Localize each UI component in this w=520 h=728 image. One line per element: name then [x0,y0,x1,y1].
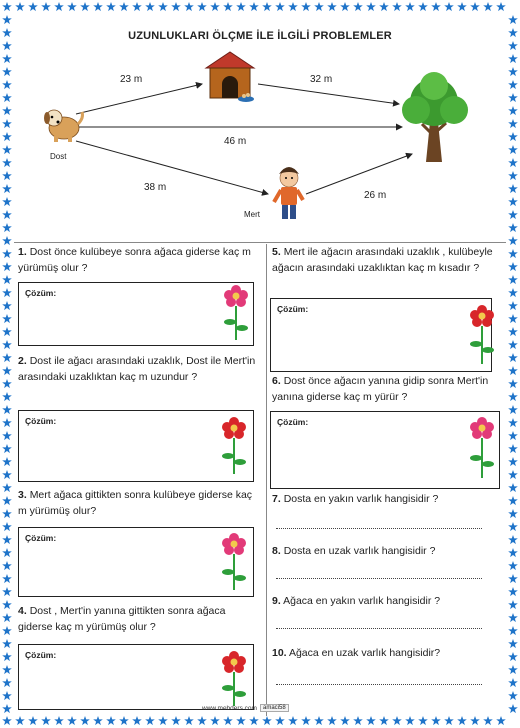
star-icon [54,2,64,11]
column-divider [266,244,267,716]
star-icon [508,93,518,102]
star-icon [158,716,168,725]
star-icon [508,236,518,245]
star-icon [508,301,518,310]
star-icon [508,444,518,453]
star-icon [249,2,259,11]
star-icon [2,223,12,232]
star-icon [431,2,441,11]
star-icon [2,2,12,11]
star-icon [54,716,64,725]
star-icon [508,665,518,674]
star-icon [470,2,480,11]
star-icon [2,639,12,648]
answer-box-5[interactable] [270,298,492,372]
star-icon [508,457,518,466]
star-icon [197,716,207,725]
star-icon [262,716,272,725]
star-icon [2,41,12,50]
star-icon [405,716,415,725]
flower-icon [468,302,496,366]
flower-icon [222,282,250,342]
star-icon [106,716,116,725]
star-icon [508,171,518,180]
star-icon [93,2,103,11]
star-icon [327,716,337,725]
star-icon [2,613,12,622]
star-icon [28,2,38,11]
worksheet [14,14,506,714]
question-9 [272,594,504,610]
star-icon [508,626,518,635]
star-icon [508,587,518,596]
question-number: 10. [272,647,287,659]
star-icon [28,716,38,725]
distance-boy-tree: 26 m [364,190,387,201]
distance-dog-house: 23 m [120,74,143,85]
star-icon [508,470,518,479]
star-icon [508,54,518,63]
star-icon [132,2,142,11]
dog-icon [44,110,83,142]
star-icon [2,574,12,583]
star-icon [2,184,12,193]
star-icon [2,561,12,570]
question-6 [272,374,504,405]
star-icon [508,405,518,414]
question-2 [18,354,258,385]
footer-site: www.mebders.com [202,705,257,712]
star-icon [249,716,259,725]
star-icon [431,716,441,725]
tree-icon [402,72,468,162]
star-icon [483,716,493,725]
star-icon [158,2,168,11]
star-icon [508,561,518,570]
question-number: 8. [272,545,281,557]
question-text: Dosta en uzak varlık hangisidir ? [283,545,436,557]
star-icon [508,496,518,505]
star-icon [2,470,12,479]
star-icon [508,483,518,492]
star-icon [508,522,518,531]
question-number: 2. [18,355,27,367]
star-icon [119,2,129,11]
star-icon [508,275,518,284]
star-icon [80,716,90,725]
star-icon [262,2,272,11]
star-icon [508,613,518,622]
star-icon [340,716,350,725]
star-icon [2,314,12,323]
star-icon [145,716,155,725]
star-icon [508,704,518,713]
star-icon [145,2,155,11]
question-8 [272,544,504,560]
dog-label: Dost [50,152,67,161]
question-text: Ağaca en uzak varlık hangisidir? [288,647,441,659]
flower-icon [220,530,248,592]
question-text: Dost , Mert'in yanına gittikten sonra ağaca giderse kaç m yürümüş olur ? [18,605,226,633]
star-icon [508,184,518,193]
star-icon [2,522,12,531]
star-icon [508,314,518,323]
star-icon [2,327,12,336]
star-icon [2,496,12,505]
flower-icon [468,414,496,480]
question-number: 7. [272,493,281,505]
star-icon [236,716,246,725]
star-icon [210,716,220,725]
star-icon [288,716,298,725]
distance-diagram [14,14,506,244]
star-icon [2,171,12,180]
star-icon [2,678,12,687]
boy-icon [274,167,303,219]
solution-label: Çözüm: [25,416,57,426]
star-icon [483,2,493,11]
star-icon [2,431,12,440]
star-icon [508,535,518,544]
star-icon [508,106,518,115]
star-icon [496,716,506,725]
star-icon [2,366,12,375]
star-icon [2,716,12,725]
star-icon [508,574,518,583]
distance-house-tree: 32 m [310,74,333,85]
star-icon [508,392,518,401]
star-icon [353,2,363,11]
star-icon [2,145,12,154]
star-icon [508,119,518,128]
star-icon [508,678,518,687]
star-icon [41,2,51,11]
answer-box-3[interactable] [18,527,254,597]
star-icon [2,275,12,284]
star-icon [2,106,12,115]
star-icon [508,379,518,388]
answer-box-2[interactable] [18,410,254,482]
solution-label: Çözüm: [25,533,57,543]
distance-dog-tree: 46 m [224,136,247,147]
star-icon [2,652,12,661]
star-icon [2,626,12,635]
star-icon [184,716,194,725]
star-icon [106,2,116,11]
boy-label: Mert [244,210,260,219]
star-icon [2,80,12,89]
star-icon [301,2,311,11]
star-icon [508,509,518,518]
star-icon [2,93,12,102]
question-10 [272,646,504,662]
answer-box-1[interactable] [18,282,254,346]
star-icon [508,132,518,141]
star-icon [508,15,518,24]
star-icon [2,509,12,518]
star-icon [15,716,25,725]
question-number: 6. [272,375,281,387]
star-icon [2,444,12,453]
star-icon [171,2,181,11]
star-icon [2,15,12,24]
star-icon [327,2,337,11]
star-icon [197,2,207,11]
star-icon [508,652,518,661]
section-divider [14,242,506,243]
star-icon [353,716,363,725]
star-icon [418,716,428,725]
star-icon [2,340,12,349]
star-icon [366,2,376,11]
solution-label: Çözüm: [277,417,309,427]
flower-icon [220,648,248,708]
question-3 [18,488,258,519]
star-icon [80,2,90,11]
star-icon [2,210,12,219]
star-icon [508,197,518,206]
star-icon [508,431,518,440]
distance-dog-boy: 38 m [144,182,167,193]
star-icon [2,379,12,388]
question-1 [18,245,258,276]
star-icon [508,249,518,258]
star-icon [2,353,12,362]
solution-label: Çözüm: [277,304,309,314]
star-icon [41,716,51,725]
star-icon [2,483,12,492]
star-icon [301,716,311,725]
star-icon [340,2,350,11]
star-icon [379,2,389,11]
question-number: 9. [272,595,281,607]
star-icon [2,457,12,466]
star-icon [2,262,12,271]
star-icon [470,716,480,725]
star-icon [508,28,518,37]
star-icon [2,600,12,609]
star-icon [366,716,376,725]
star-icon [2,197,12,206]
star-icon [210,2,220,11]
star-icon [223,2,233,11]
star-icon [508,418,518,427]
star-icon [444,2,454,11]
star-icon [508,80,518,89]
question-number: 5. [272,246,281,258]
star-icon [508,366,518,375]
answer-line-8[interactable] [276,578,482,579]
star-icon [418,2,428,11]
question-text: Mert ile ağacın arasındaki uzaklık , kulübeyle ağacın arasındaki uzaklıktan kaç m kısadır ? [272,246,493,274]
solution-label: Çözüm: [25,288,57,298]
question-text: Dost önce ağacın yanına gidip sonra Mert'in yanına giderse kaç m yürür ? [272,375,489,403]
star-icon [508,340,518,349]
star-icon [2,665,12,674]
star-icon [2,587,12,596]
star-icon [508,210,518,219]
star-icon [444,716,454,725]
star-icon [496,2,506,11]
star-icon [2,405,12,414]
answer-box-6[interactable] [270,411,500,489]
star-icon [392,716,402,725]
star-icon [392,2,402,11]
question-text: Dosta en yakın varlık hangisidir ? [283,493,439,505]
star-icon [508,288,518,297]
star-icon [2,236,12,245]
star-icon [275,2,285,11]
answer-line-9[interactable] [276,628,482,629]
star-icon [184,2,194,11]
star-icon [67,716,77,725]
star-icon [2,249,12,258]
star-icon [171,716,181,725]
star-icon [379,716,389,725]
star-icon [2,158,12,167]
star-icon [2,691,12,700]
answer-line-10[interactable] [276,684,482,685]
star-icon [2,704,12,713]
question-number: 1. [18,246,27,258]
star-icon [288,2,298,11]
star-icon [314,716,324,725]
star-icon [236,2,246,11]
star-icon [2,67,12,76]
star-icon [2,288,12,297]
star-icon [508,41,518,50]
answer-line-7[interactable] [276,528,482,529]
question-text: Dost ile ağacı arasındaki uzaklık, Dost ile Mert'in arasındaki uzaklıktan kaç m uzundur ? [18,355,256,383]
star-icon [314,2,324,11]
star-icon [508,327,518,336]
question-number: 3. [18,489,27,501]
star-icon [508,691,518,700]
question-text: Ağaca en yakın varlık hangisidir ? [283,595,441,607]
star-icon [405,2,415,11]
star-icon [457,2,467,11]
star-icon [508,639,518,648]
star-icon [2,301,12,310]
star-icon [2,132,12,141]
star-icon [275,716,285,725]
star-icon [15,2,25,11]
star-icon [2,535,12,544]
question-7 [272,492,504,508]
star-icon [508,158,518,167]
star-icon [508,353,518,362]
star-icon [2,392,12,401]
question-number: 4. [18,605,27,617]
question-text: Dost önce kulübeye sonra ağaca giderse kaç m yürümüş olur ? [18,246,251,274]
star-icon [93,716,103,725]
question-4 [18,604,258,635]
star-icon [457,716,467,725]
star-icon [2,418,12,427]
star-icon [508,67,518,76]
question-5 [272,245,504,276]
star-icon [508,548,518,557]
star-icon [508,223,518,232]
star-icon [508,145,518,154]
page-title: UZUNLUKLARI ÖLÇME İLE İLGİLİ PROBLEMLER [128,30,392,42]
star-icon [119,716,129,725]
star-icon [132,716,142,725]
dog-house-icon [206,52,254,102]
solution-label: Çözüm: [25,650,57,660]
star-icon [508,600,518,609]
star-icon [508,262,518,271]
star-icon [67,2,77,11]
star-icon [2,28,12,37]
star-icon [2,548,12,557]
answer-box-4[interactable] [18,644,254,710]
star-icon [2,119,12,128]
footer-badge: amaci58 [260,704,289,712]
flower-icon [220,414,248,476]
star-icon [223,716,233,725]
star-icon [2,54,12,63]
question-text: Mert ağaca gittikten sonra kulübeye giderse kaç m yürümüş olur? [18,489,253,517]
